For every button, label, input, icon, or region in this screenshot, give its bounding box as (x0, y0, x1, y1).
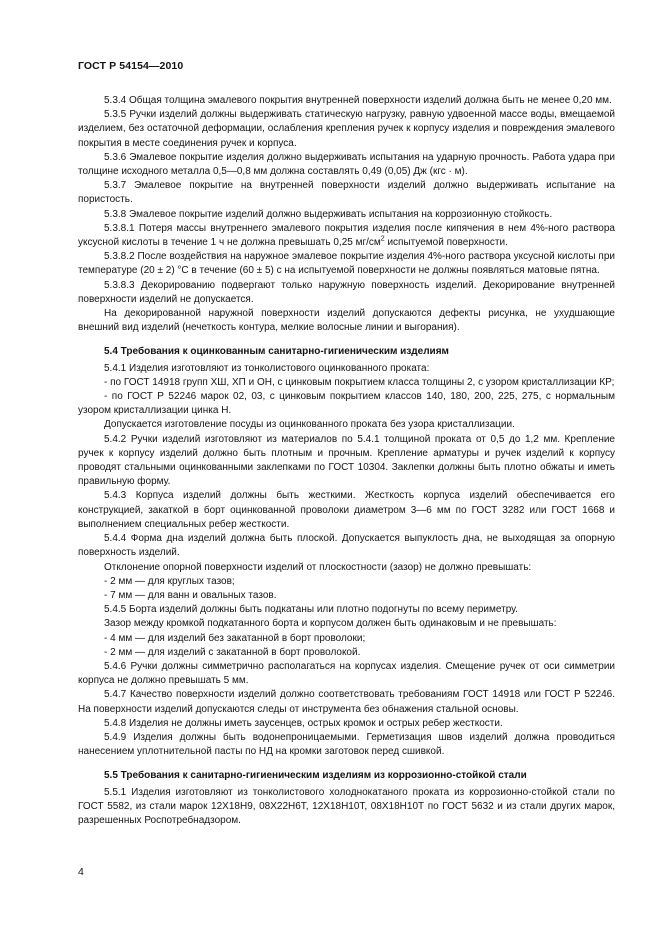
paragraph-5-3-8-2: 5.3.8.2 После воздействия на наружное эмалевое покрытие изделия 4%-ного раствора уксусной кислоты при температуре (20 ± 2) °С в течение (60 ± 5) с на испытуемой поверхности не должны появляться матовые пятна. (78, 251, 615, 277)
paragraph-5-4-7: 5.4.7 Качество поверхности изделий должно соответствовать требованиям ГОСТ 14918 или ГОСТ Р 52246. На поверхности изделий допускаются следы от инструмента без обнажения стальной основы. (78, 689, 615, 715)
section-heading-5-4: 5.4 Требования к оцинкованным санитарно-гигиеническим изделиям (104, 346, 449, 358)
paragraph-5-3-8: 5.3.8 Эмалевое покрытие изделий должно выдерживать испытания на коррозионную стойкость. (104, 208, 553, 220)
paragraph-5-3-7: 5.3.7 Эмалевое покрытие на внутренней поверхности изделий должно выдерживать испытание на пористость. (78, 180, 615, 206)
paragraph-5-3-5: 5.3.5 Ручки изделий должны выдерживать статическую нагрузку, равную удвоенной массе воды, вмещаемой изделием, без остаточной деформации, ослабления крепления ручек к корпусу изделия и повреждения эмалевого покрытия в месте соединения ручек и корпуса. (78, 109, 615, 149)
paragraph-5-4-1: 5.4.1 Изделия изготовляют из тонколистового оцинкованного проката: (104, 362, 430, 374)
list-item-gost-52246: - по ГОСТ Р 52246 марок 02, 03, с цинковым покрытием классов 140, 180, 200, 225, 275, с нормальным узором кристаллизации цинка Н. (78, 391, 615, 417)
paragraph-5-4-4: 5.4.4 Форма дна изделий должна быть плоской. Допускается выпуклость дна, не выходящая за опорную поверхность изделий. (78, 533, 615, 559)
list-item-2mm-wire: - 2 мм — для изделий с закатанной в борт проволокой. (104, 646, 361, 658)
paragraph-5-5-1: 5.5.1 Изделия изготовляют из тонколистового холоднокатаного проката из коррозионно-стойкой стали по ГОСТ 5582, из стали марок 12Х18Н9, 08Х22Н6Т, 12Х18Н10Т, 08Х18Н10Т по ГОСТ 5632 и из стали других марок, разрешенных Роспотребнадзором. (78, 786, 615, 826)
paragraph-5-4-2: 5.4.2 Ручки изделий изготовляют из материалов по 5.4.1 толщиной проката от 0,5 до 1,2 мм. Крепление ручек к корпусу изделий должно быть плотным и прочным. Крепление арматуры и ручек изделий к корпусу проводят стальными оцинкованными заклепками по ГОСТ 10304. Заклепки должны быть плотно обжаты и иметь правильную форму. (78, 433, 615, 488)
paragraph-5-4-8: 5.4.8 Изделия не должны иметь заусенцев, острых кромок и острых ребер жесткости. (104, 717, 503, 729)
document-header: ГОСТ Р 54154—2010 (78, 60, 184, 72)
paragraph-decor-defects: На декорированной наружной поверхности изделий допускаются дефекты рисунка, не ухудшающие внешний вид изделий (нечеткость контура, мелкие волосные линии и выгорания). (78, 308, 615, 334)
paragraph-5-3-8-3: 5.3.8.3 Декорированию подвергают только наружную поверхность изделий. Декорирование внутренней поверхности изделий не допускается. (78, 279, 615, 305)
list-item-gost-14918: - по ГОСТ 14918 групп ХШ, ХП и ОН, с цинковым покрытием класса толщины 2, с узором кристаллизации КР; (104, 376, 615, 388)
paragraph-5-3-8-1-tail: испытуемой поверхности. (384, 237, 508, 249)
list-item-7mm-oval: - 7 мм — для ванн и овальных тазов. (104, 589, 277, 601)
paragraph-5-3-8-1 (78, 222, 615, 250)
paragraph-5-3-4: 5.3.4 Общая толщина эмалевого покрытия внутренней поверхности изделий должна быть не менее 0,20 мм. (104, 95, 612, 106)
paragraph-5-4-6: 5.4.6 Ручки должны симметрично располагаться на корпусах изделия. Смещение ручек от оси симметрии корпуса не должно превышать 5 мм. (78, 660, 615, 687)
paragraph-gap: Зазор между кромкой подкатанного борта и корпусом должен быть одинаковым и не превышать: (104, 618, 557, 630)
paragraph-5-4-9: 5.4.9 Изделия должны быть водонепроницаемыми. Герметизация швов изделий должна проводиться нанесением уплотнительной пасты по НД на кромки заготовок перед сшивкой. (78, 731, 615, 758)
superscript-2: 2 (380, 235, 385, 243)
document-body (78, 94, 615, 828)
paragraph-5-3-6: 5.3.6 Эмалевое покрытие изделия должно выдерживать испытания на ударную прочность. Работа удара при толщине исходного металла 0,5—0,8 мм должна составлять 0,49 (0,05) Дж (кгс · м). (78, 151, 615, 178)
paragraph-allowance: Допускается изготовление посуды из оцинкованного проката без узора кристаллизации. (104, 419, 515, 431)
page-number: 4 (78, 866, 84, 878)
paragraph-5-3-8-1-text: 5.3.8.1 Потеря массы внутреннего эмалевого покрытия изделия после кипячения в нем 4%-ного раствора уксусной кислоты в течение 1 ч не должна превышать 0,25 мг/см (78, 222, 615, 249)
list-item-4mm: - 4 мм — для изделий без закатанной в борт проволоки; (104, 632, 366, 644)
list-item-2mm-round: - 2 мм — для круглых тазов; (104, 575, 235, 587)
paragraph-deviation: Отклонение опорной поверхности изделий от плоскостности (зазор) не должно превышать: (104, 561, 532, 573)
section-heading-5-5: 5.5 Требования к санитарно-гигиеническим изделиям из коррозионно-стойкой стали (104, 770, 527, 782)
paragraph-5-4-5: 5.4.5 Борта изделий должны быть подкатаны или плотно подогнуты по всему периметру. (104, 604, 518, 616)
paragraph-5-4-3: 5.4.3 Корпуса изделий должны быть жесткими. Жесткость корпуса изделий обеспечивается его конструкцией, закаткой в борт оцинкованной проволоки диаметром 3—6 мм по ГОСТ 3282 или ГОСТ 1668 и выполнением специальных ребер жесткости. (78, 490, 615, 530)
